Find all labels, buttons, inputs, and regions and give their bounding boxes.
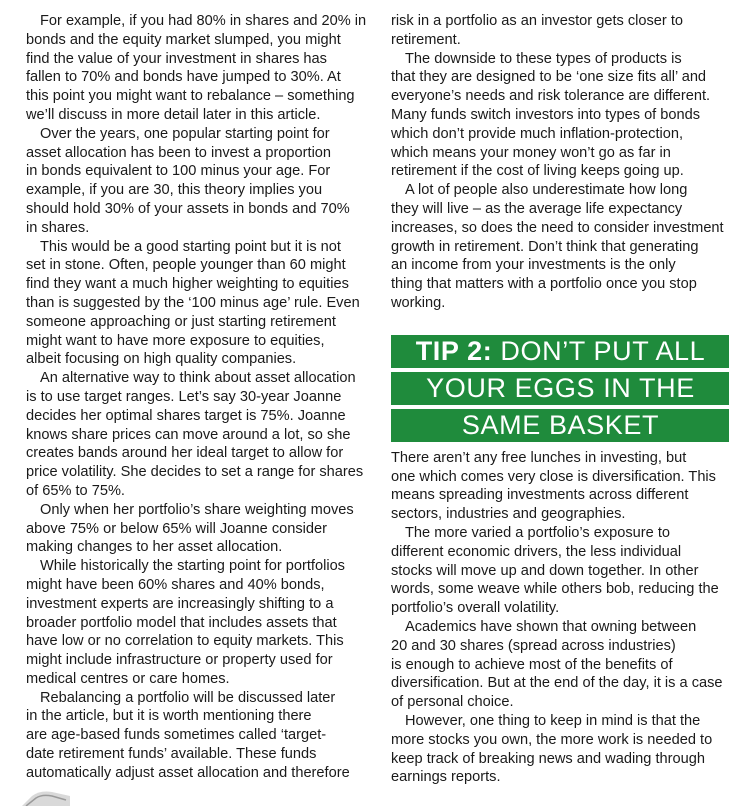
paragraph — [391, 712, 729, 787]
text-line: Over the years, one popular starting point for — [40, 125, 330, 142]
text-line: should hold 30% of your assets in bonds and 70% — [26, 200, 350, 217]
tip-heading-line-3: SAME BASKET — [391, 409, 729, 442]
text-line: more stocks you own, the more work is needed to — [391, 731, 713, 748]
text-line: broader portfolio model that includes assets that — [26, 614, 337, 631]
text-line: means spreading investments across different — [391, 487, 689, 504]
text-line: An alternative way to think about asset allocation — [40, 370, 356, 387]
text-line: The more varied a portfolio’s exposure to — [405, 524, 670, 541]
text-line: everyone’s needs and risk tolerance are different. — [391, 88, 711, 105]
text-line: than is suggested by the ‘100 minus age’ rule. Even — [26, 294, 360, 311]
text-line: There aren’t any free lunches in investing, but — [391, 449, 687, 466]
text-line: making changes to her asset allocation. — [26, 539, 283, 556]
tip-label: TIP 2: — [415, 335, 493, 366]
text-line: in the article, but it is worth mentioning there — [26, 708, 312, 725]
text-line: Rebalancing a portfolio will be discussed later — [40, 689, 336, 706]
text-line: above 75% or below 65% will Joanne consider — [26, 520, 327, 537]
paragraph — [26, 12, 378, 125]
text-line: might have been 60% shares and 40% bonds, — [26, 576, 325, 593]
paragraph — [391, 12, 729, 50]
text-line: is enough to achieve most of the benefits of — [391, 656, 673, 673]
text-line: retirement if the cost of living keeps going up. — [391, 163, 684, 180]
paragraph — [26, 369, 378, 501]
text-line: find the value of your investment in shares has — [26, 50, 327, 67]
tip-2-heading — [391, 335, 729, 442]
text-line: asset allocation has been to invest a proportion — [26, 144, 332, 161]
text-line: sectors, industries and geographies. — [391, 506, 626, 523]
text-line: this point you might want to rebalance – something — [26, 88, 355, 105]
text-line: are age-based funds sometimes called ‘target- — [26, 727, 327, 744]
text-line: words, some weave while others bob, reducing the — [391, 581, 719, 598]
text-line: of 65% to 75%. — [26, 482, 125, 499]
text-line: The downside to these types of products is — [405, 50, 682, 67]
text-line: stocks will move up and down together. In other — [391, 562, 699, 579]
text-line: creates bands around her ideal target to allow for — [26, 445, 344, 462]
text-line: in shares. — [26, 219, 90, 236]
tip-heading-line-1-rest: DON’T PUT ALL — [492, 335, 706, 366]
text-line: might want to have more exposure to equities, — [26, 332, 325, 349]
text-line: A lot of people also underestimate how long — [405, 182, 688, 199]
paragraph — [26, 501, 378, 557]
right-column-top-text — [391, 12, 729, 313]
text-line: decides her optimal shares target is 75%. Joanne — [26, 407, 346, 424]
text-line: medical centres or care homes. — [26, 670, 230, 687]
paragraph — [391, 524, 729, 618]
text-line: Many funds switch investors into types of bonds — [391, 106, 701, 123]
text-line: which don’t provide much inflation-protection, — [391, 125, 684, 142]
paragraph — [391, 181, 729, 313]
tip-heading-line-1 — [391, 335, 729, 368]
text-line: in bonds equivalent to 100 minus your age. For — [26, 163, 331, 180]
text-line: of personal choice. — [391, 694, 514, 711]
paragraph — [26, 125, 378, 238]
text-line: have low or no correlation to equity markets. This — [26, 633, 344, 650]
text-line: set in stone. Often, people younger than 60 might — [26, 257, 346, 274]
text-line: Only when her portfolio’s share weighting moves — [40, 501, 354, 518]
paragraph — [26, 689, 378, 783]
paragraph — [391, 618, 729, 712]
text-line: we’ll discuss in more detail later in this article. — [26, 106, 321, 123]
text-line: portfolio’s overall volatility. — [391, 600, 560, 617]
text-line: which means your money won’t go as far in — [391, 144, 671, 161]
paragraph — [26, 238, 378, 370]
text-line: retirement. — [391, 31, 461, 48]
text-line: date retirement funds’ available. These funds — [26, 746, 317, 763]
text-line: 20 and 30 shares (spread across industries) — [391, 637, 676, 654]
text-line: This would be a good starting point but it is not — [40, 238, 341, 255]
text-line: different economic drivers, the less individual — [391, 543, 682, 560]
text-line: working. — [391, 294, 446, 311]
left-column — [26, 12, 378, 783]
text-line: example, if you are 30, this theory implies you — [26, 182, 323, 199]
text-line: knows share prices can move around a lot, so she — [26, 426, 351, 443]
text-line: risk in a portfolio as an investor gets closer to — [391, 13, 684, 29]
text-line: Academics have shown that owning between — [405, 618, 697, 635]
text-line: one which comes very close is diversification. This — [391, 468, 716, 485]
text-line: price volatility. She decides to set a range for shares — [26, 464, 364, 481]
text-line: bonds and the equity market slumped, you might — [26, 31, 341, 48]
text-line: However, one thing to keep in mind is that the — [405, 712, 701, 729]
text-line: that they are designed to be ‘one size fits all’ and — [391, 69, 707, 86]
paragraph — [26, 557, 378, 689]
page-corner-graphic-icon — [22, 790, 70, 806]
text-line: they will live – as the average life expectancy — [391, 200, 683, 217]
text-line: growth in retirement. Don’t think that generating — [391, 238, 699, 255]
text-line: For example, if you had 80% in shares and 20% in — [40, 13, 367, 29]
text-line: thing that matters with a portfolio once you stop — [391, 276, 697, 293]
text-line: an income from your investments is the only — [391, 257, 676, 274]
text-line: increases, so does the need to consider investment — [391, 219, 724, 236]
paragraph — [391, 449, 729, 524]
right-column-bottom-text — [391, 449, 729, 787]
tip-heading-line-2: YOUR EGGS IN THE — [391, 372, 729, 405]
text-line: might include infrastructure or property used for — [26, 652, 333, 669]
text-line: find they want a much higher weighting to equities — [26, 276, 349, 293]
text-line: keep track of breaking news and wading through — [391, 750, 705, 767]
text-line: someone approaching or just starting retirement — [26, 313, 336, 330]
text-line: earnings reports. — [391, 769, 501, 786]
text-line: fallen to 70% and bonds have jumped to 30%. At — [26, 69, 341, 86]
right-column — [391, 12, 729, 787]
text-line: While historically the starting point for portfolios — [40, 558, 345, 575]
paragraph — [391, 50, 729, 182]
text-line: diversification. But at the end of the day, it is a case — [391, 675, 723, 692]
text-line: investment experts are increasingly shifting to a — [26, 595, 334, 612]
text-line: albeit focusing on high quality companies. — [26, 351, 297, 368]
text-line: automatically adjust asset allocation and therefore — [26, 764, 350, 781]
text-line: is to use target ranges. Let’s say 30-year Joanne — [26, 388, 342, 405]
